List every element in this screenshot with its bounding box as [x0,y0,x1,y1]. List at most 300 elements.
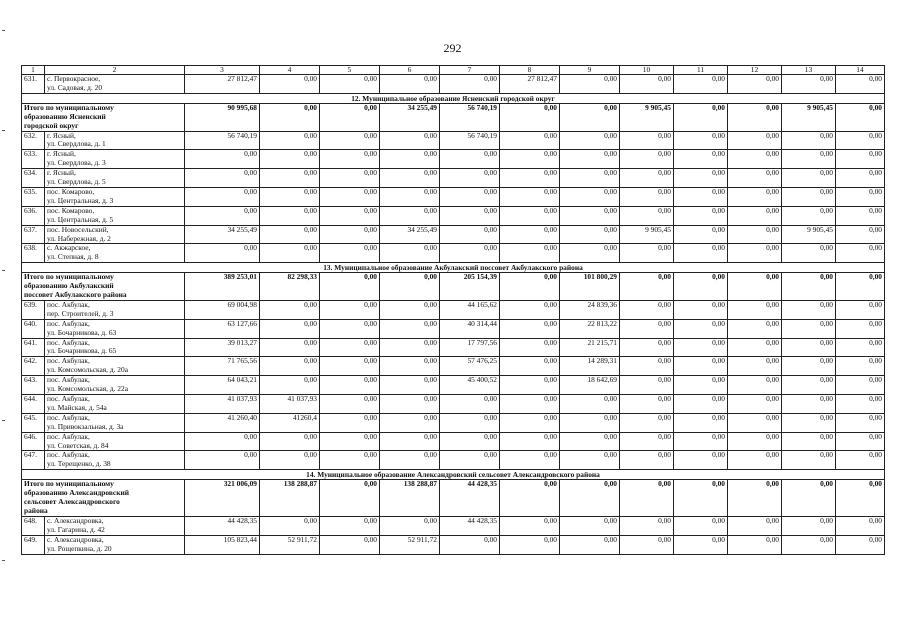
value-cell: 0,00 [728,357,782,376]
value-cell: 0,00 [674,206,728,225]
value-cell: 0,00 [380,244,440,263]
value-cell: 0,00 [320,131,380,150]
value-cell: 0,00 [782,535,836,554]
value-cell: 0,00 [260,376,320,395]
value-cell: 0,00 [380,451,440,470]
value-cell: 138 288,87 [260,480,320,517]
total-row [22,103,885,131]
value-cell: 0,00 [620,131,674,150]
column-number: 2 [45,66,185,75]
value-cell: 0,00 [500,413,560,432]
value-cell: 22 813,22 [560,319,620,338]
table-row [22,150,885,169]
value-cell: 82 298,33 [260,273,320,301]
value-cell: 0,00 [620,338,674,357]
table-row [22,357,885,376]
value-cell: 0,00 [560,480,620,517]
value-cell: 0,00 [560,395,620,414]
address-cell: с. Первокрасное, ул. Садовая, д. 20 [45,75,185,94]
value-cell: 0,00 [674,187,728,206]
value-cell: 0,00 [185,206,260,225]
address-cell: пос. Акбулак, ул. Комсомольская, д. 20а [45,357,185,376]
value-cell: 0,00 [620,480,674,517]
value-cell: 0,00 [674,225,728,244]
row-number: 649. [22,535,45,554]
value-cell: 63 127,66 [185,319,260,338]
row-number: 646. [22,432,45,451]
column-number: 7 [440,66,500,75]
value-cell: 0,00 [620,300,674,319]
value-cell: 0,00 [380,357,440,376]
value-cell: 71 765,56 [185,357,260,376]
value-cell: 0,00 [185,187,260,206]
value-cell: 0,00 [782,376,836,395]
value-cell: 0,00 [782,169,836,188]
value-cell: 0,00 [500,131,560,150]
value-cell: 0,00 [560,206,620,225]
section-heading-row [22,93,885,103]
value-cell: 0,00 [674,131,728,150]
value-cell: 0,00 [320,169,380,188]
value-cell: 17 797,56 [440,338,500,357]
value-cell: 205 154,39 [440,273,500,301]
value-cell: 0,00 [440,75,500,94]
value-cell: 0,00 [440,395,500,414]
column-number: 12 [728,66,782,75]
value-cell: 0,00 [782,480,836,517]
value-cell: 41 037,93 [260,395,320,414]
value-cell: 56 740,19 [440,131,500,150]
value-cell: 41260,4 [260,413,320,432]
value-cell: 0,00 [260,131,320,150]
value-cell: 0,00 [380,376,440,395]
value-cell: 0,00 [320,432,380,451]
section-title: 12. Муниципальное образование Ясненский городской округ [22,93,885,103]
column-number: 10 [620,66,674,75]
value-cell: 0,00 [836,516,885,535]
address-cell: пос. Акбулак, ул. Комсомольская, д. 22а [45,376,185,395]
value-cell: 0,00 [728,150,782,169]
row-number: 637. [22,225,45,244]
value-cell: 0,00 [620,206,674,225]
value-cell: 0,00 [782,432,836,451]
value-cell: 57 476,25 [440,357,500,376]
section-heading-row [22,263,885,273]
value-cell: 0,00 [560,75,620,94]
row-number: 648. [22,516,45,535]
value-cell: 0,00 [320,319,380,338]
value-cell: 101 800,29 [560,273,620,301]
row-number: 636. [22,206,45,225]
value-cell: 0,00 [320,535,380,554]
value-cell: 0,00 [782,516,836,535]
column-number: 8 [500,66,560,75]
value-cell: 44 428,35 [440,480,500,517]
value-cell: 41 037,93 [185,395,260,414]
value-cell: 0,00 [782,451,836,470]
value-cell: 0,00 [560,103,620,131]
address-cell: пос. Комарово, ул. Центральная, д. 3 [45,187,185,206]
table-row [22,169,885,188]
value-cell: 0,00 [728,103,782,131]
value-cell: 0,00 [440,187,500,206]
column-number: 4 [260,66,320,75]
column-number-row [22,66,885,75]
value-cell: 0,00 [782,131,836,150]
value-cell: 0,00 [620,451,674,470]
value-cell: 0,00 [728,131,782,150]
row-number: 631. [22,75,45,94]
value-cell: 0,00 [560,169,620,188]
value-cell: 0,00 [728,480,782,517]
value-cell: 0,00 [440,451,500,470]
value-cell: 0,00 [560,131,620,150]
value-cell: 0,00 [674,150,728,169]
value-cell: 0,00 [620,150,674,169]
table-row [22,535,885,554]
scan-artifact [2,270,5,271]
value-cell: 24 839,36 [560,300,620,319]
value-cell: 0,00 [380,131,440,150]
value-cell: 40 314,44 [440,319,500,338]
value-cell: 0,00 [674,516,728,535]
value-cell: 56 740,19 [440,103,500,131]
value-cell: 0,00 [674,338,728,357]
value-cell: 0,00 [620,244,674,263]
address-cell: с. Акжарское, ул. Степная, д. 8 [45,244,185,263]
value-cell: 0,00 [836,413,885,432]
row-number: 647. [22,451,45,470]
table-row [22,225,885,244]
value-cell: 0,00 [320,357,380,376]
scan-artifact [2,420,5,421]
address-cell: пос. Акбулак, ул. Бочарникова, д. 63 [45,319,185,338]
value-cell: 0,00 [560,187,620,206]
column-number: 3 [185,66,260,75]
total-row [22,480,885,517]
value-cell: 0,00 [440,244,500,263]
address-cell: г. Ясный, ул. Свердлова, д. 5 [45,169,185,188]
section-heading-row [22,470,885,480]
value-cell: 105 823,44 [185,535,260,554]
value-cell: 0,00 [728,244,782,263]
total-label: Итого по муниципальному образованию Акбулакский поссовет Акбулакского района [22,273,185,301]
value-cell: 0,00 [260,451,320,470]
address-cell: г. Ясный, ул. Свердлова, д. 1 [45,131,185,150]
value-cell: 0,00 [836,432,885,451]
table-row [22,413,885,432]
column-number: 14 [836,66,885,75]
value-cell: 0,00 [836,357,885,376]
value-cell: 0,00 [560,150,620,169]
scan-artifact [2,30,5,31]
value-cell: 44 428,35 [440,516,500,535]
value-cell: 0,00 [620,187,674,206]
value-cell: 0,00 [380,319,440,338]
page-number: 292 [443,41,462,55]
value-cell: 0,00 [674,413,728,432]
section-title: 13. Муниципальное образование Акбулакский поссовет Акбулакского района [22,263,885,273]
value-cell: 0,00 [500,395,560,414]
value-cell: 0,00 [560,225,620,244]
value-cell: 0,00 [185,451,260,470]
value-cell: 0,00 [728,187,782,206]
value-cell: 0,00 [500,273,560,301]
row-number: 639. [22,300,45,319]
row-number: 641. [22,338,45,357]
table-row [22,395,885,414]
value-cell: 9 905,45 [620,103,674,131]
column-number: 11 [674,66,728,75]
value-cell: 0,00 [260,206,320,225]
value-cell: 0,00 [260,300,320,319]
value-cell: 0,00 [380,150,440,169]
value-cell: 64 043,21 [185,376,260,395]
table-row [22,300,885,319]
address-cell: пос. Акбулак, пер. Строителей, д. 3 [45,300,185,319]
value-cell: 0,00 [320,376,380,395]
value-cell: 0,00 [560,413,620,432]
value-cell: 0,00 [728,432,782,451]
value-cell: 0,00 [320,480,380,517]
value-cell: 0,00 [728,319,782,338]
value-cell: 0,00 [560,516,620,535]
table-row [22,432,885,451]
address-cell: пос. Новосельский, ул. Набережная, д. 2 [45,225,185,244]
value-cell: 69 004,98 [185,300,260,319]
value-cell: 0,00 [782,244,836,263]
value-cell: 90 995,68 [185,103,260,131]
value-cell: 27 812,47 [500,75,560,94]
row-number: 643. [22,376,45,395]
value-cell: 18 642,69 [560,376,620,395]
value-cell: 0,00 [674,300,728,319]
value-cell: 0,00 [728,535,782,554]
value-cell: 0,00 [782,150,836,169]
value-cell: 0,00 [440,432,500,451]
table-row [22,516,885,535]
address-cell: г. Ясный, ул. Свердлова, д. 3 [45,150,185,169]
value-cell: 0,00 [728,300,782,319]
value-cell: 0,00 [674,169,728,188]
value-cell: 389 253,01 [185,273,260,301]
budget-table [21,65,885,555]
value-cell: 44 165,62 [440,300,500,319]
row-number: 640. [22,319,45,338]
value-cell: 0,00 [620,357,674,376]
value-cell: 0,00 [260,357,320,376]
table-row [22,319,885,338]
value-cell: 0,00 [728,516,782,535]
value-cell: 0,00 [185,150,260,169]
value-cell: 0,00 [260,516,320,535]
column-number: 6 [380,66,440,75]
value-cell: 44 428,35 [185,516,260,535]
value-cell: 0,00 [260,432,320,451]
column-number: 1 [22,66,45,75]
value-cell: 0,00 [836,150,885,169]
address-cell: пос. Комарово, ул. Центральная, д. 5 [45,206,185,225]
value-cell: 0,00 [380,395,440,414]
table-row [22,451,885,470]
value-cell: 0,00 [620,395,674,414]
scan-artifact [2,130,5,131]
value-cell: 34 255,49 [380,225,440,244]
value-cell: 0,00 [728,395,782,414]
total-row [22,273,885,301]
value-cell: 0,00 [500,225,560,244]
value-cell: 0,00 [500,244,560,263]
value-cell: 0,00 [620,75,674,94]
value-cell: 0,00 [500,357,560,376]
table-row [22,131,885,150]
value-cell: 0,00 [260,150,320,169]
value-cell: 0,00 [500,535,560,554]
value-cell: 0,00 [836,480,885,517]
column-number: 13 [782,66,836,75]
value-cell: 0,00 [674,535,728,554]
value-cell: 0,00 [500,300,560,319]
table-row [22,244,885,263]
value-cell: 0,00 [440,150,500,169]
value-cell: 0,00 [380,300,440,319]
scan-artifact [2,560,5,561]
table-row [22,376,885,395]
value-cell: 0,00 [320,187,380,206]
value-cell: 0,00 [728,75,782,94]
value-cell: 0,00 [320,150,380,169]
value-cell: 0,00 [836,187,885,206]
value-cell: 0,00 [782,273,836,301]
value-cell: 9 905,45 [782,225,836,244]
value-cell: 0,00 [380,206,440,225]
value-cell: 0,00 [836,319,885,338]
value-cell: 0,00 [728,225,782,244]
table-row [22,338,885,357]
value-cell: 0,00 [260,319,320,338]
value-cell: 0,00 [674,357,728,376]
value-cell: 0,00 [500,103,560,131]
value-cell: 0,00 [728,273,782,301]
value-cell: 0,00 [728,451,782,470]
value-cell: 0,00 [620,376,674,395]
value-cell: 9 905,45 [620,225,674,244]
value-cell: 0,00 [440,169,500,188]
address-cell: пос. Акбулак, ул. Бочарникова, д. 65 [45,338,185,357]
value-cell: 0,00 [380,516,440,535]
value-cell: 0,00 [185,432,260,451]
value-cell: 0,00 [728,206,782,225]
value-cell: 0,00 [260,103,320,131]
value-cell: 0,00 [728,413,782,432]
value-cell: 0,00 [836,338,885,357]
address-cell: с. Александровка, ул. Гагарина, д. 42 [45,516,185,535]
value-cell: 0,00 [836,451,885,470]
value-cell: 0,00 [500,338,560,357]
value-cell: 0,00 [674,103,728,131]
value-cell: 0,00 [260,187,320,206]
row-number: 638. [22,244,45,263]
value-cell: 0,00 [620,432,674,451]
value-cell: 0,00 [185,169,260,188]
value-cell: 0,00 [380,75,440,94]
value-cell: 0,00 [500,187,560,206]
value-cell: 0,00 [728,376,782,395]
address-cell: пос. Акбулак, ул. Терещенко, д. 38 [45,451,185,470]
value-cell: 0,00 [782,395,836,414]
value-cell: 56 740,19 [185,131,260,150]
value-cell: 0,00 [440,225,500,244]
address-cell: пос. Акбулак, ул. Майская, д. 54а [45,395,185,414]
value-cell: 0,00 [440,413,500,432]
value-cell: 0,00 [674,480,728,517]
value-cell: 0,00 [620,319,674,338]
value-cell: 0,00 [500,150,560,169]
value-cell: 0,00 [674,273,728,301]
value-cell: 0,00 [782,206,836,225]
value-cell: 34 255,49 [380,103,440,131]
value-cell: 0,00 [500,432,560,451]
value-cell: 0,00 [836,300,885,319]
value-cell: 0,00 [500,206,560,225]
value-cell: 0,00 [320,206,380,225]
value-cell: 0,00 [320,75,380,94]
value-cell: 34 255,49 [185,225,260,244]
value-cell: 0,00 [440,206,500,225]
value-cell: 0,00 [782,413,836,432]
value-cell: 0,00 [320,451,380,470]
value-cell: 0,00 [620,516,674,535]
table-row [22,187,885,206]
address-cell: пос. Акбулак, ул. Привокзальная, д. 3а [45,413,185,432]
value-cell: 0,00 [674,451,728,470]
value-cell: 0,00 [500,516,560,535]
value-cell: 0,00 [440,535,500,554]
value-cell: 9 905,45 [782,103,836,131]
row-number: 634. [22,169,45,188]
value-cell: 0,00 [500,319,560,338]
value-cell: 0,00 [836,206,885,225]
value-cell: 0,00 [836,273,885,301]
value-cell: 0,00 [380,187,440,206]
value-cell: 0,00 [674,376,728,395]
value-cell: 0,00 [782,319,836,338]
value-cell: 0,00 [782,300,836,319]
value-cell: 0,00 [620,273,674,301]
value-cell: 0,00 [500,169,560,188]
address-cell: пос. Акбулак, ул. Советская, д. 84 [45,432,185,451]
value-cell: 0,00 [500,376,560,395]
value-cell: 0,00 [674,244,728,263]
value-cell: 0,00 [836,376,885,395]
value-cell: 0,00 [560,244,620,263]
value-cell: 39 013,27 [185,338,260,357]
value-cell: 0,00 [620,169,674,188]
value-cell: 0,00 [836,169,885,188]
row-number: 635. [22,187,45,206]
value-cell: 0,00 [260,169,320,188]
value-cell: 0,00 [320,338,380,357]
value-cell: 0,00 [836,395,885,414]
value-cell: 0,00 [836,535,885,554]
value-cell: 0,00 [500,451,560,470]
value-cell: 0,00 [728,338,782,357]
row-number: 642. [22,357,45,376]
value-cell: 0,00 [836,244,885,263]
value-cell: 0,00 [836,225,885,244]
value-cell: 0,00 [320,413,380,432]
value-cell: 0,00 [320,516,380,535]
